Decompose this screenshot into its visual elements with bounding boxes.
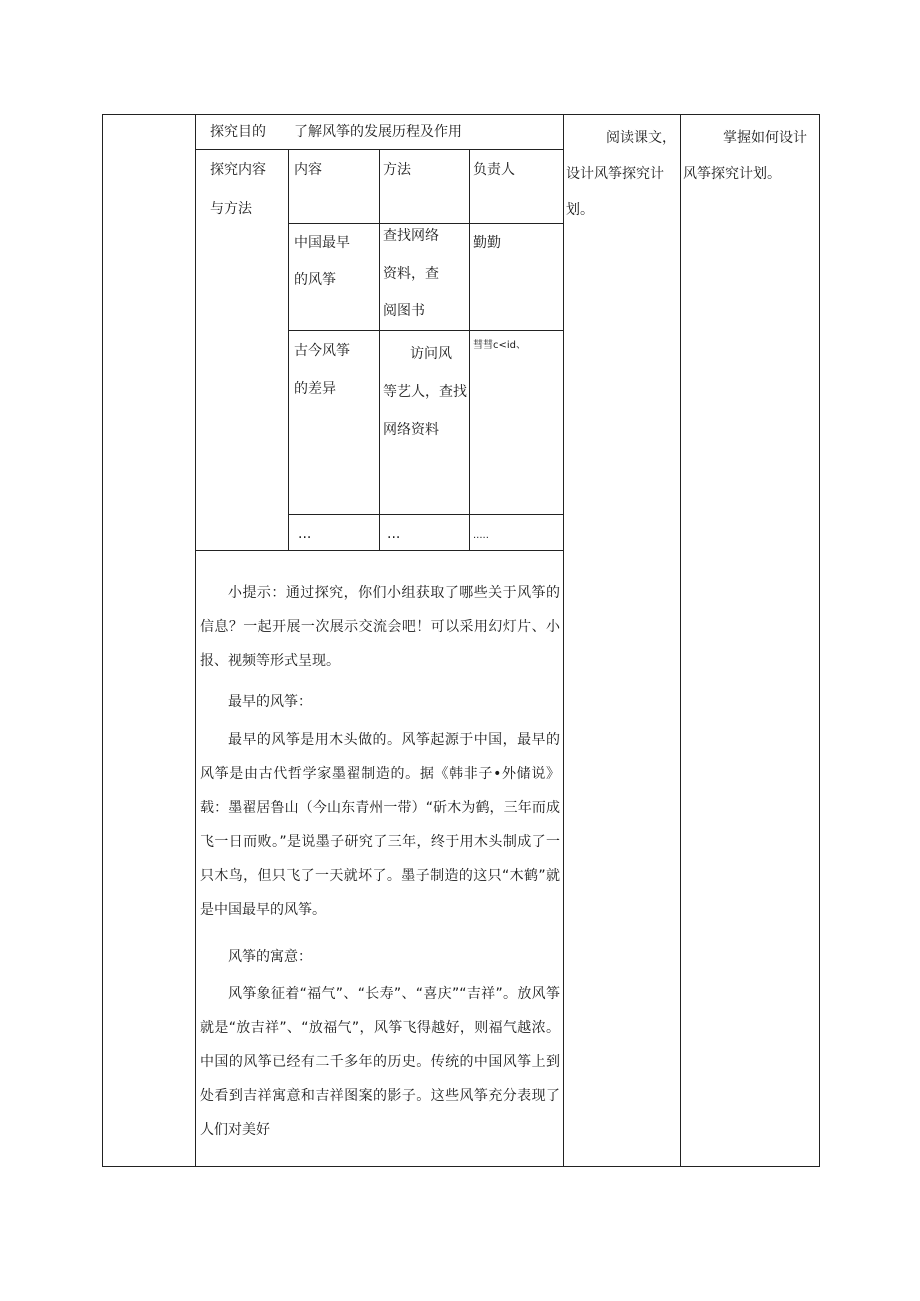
header-method: 方法 [383, 162, 411, 178]
inner-col-b [379, 149, 380, 550]
row3-owner: ..... [473, 530, 489, 541]
tip-paragraph: 小提示：通过探究，你们小组获取了哪些关于风筝的信息？一起开展一次展示交流会吧！可以采用幻灯片、小报、视频等形式呈现。 [200, 585, 560, 669]
row2-bottom [288, 514, 563, 515]
row1-bottom [288, 330, 563, 331]
heading-kite-meaning: 风筝的寓意： [228, 949, 312, 965]
row2-method-line3: 网络资料 [383, 422, 439, 438]
table-top-border [102, 114, 820, 115]
col3-line1: 阅读课文， [606, 130, 676, 146]
header-row-bottom [288, 223, 563, 224]
header-content: 内容 [294, 162, 322, 178]
row1-owner: 勤勤 [473, 235, 501, 251]
row2-method-line2: 等艺人，查找 [383, 384, 467, 400]
row2-owner: 彗彗c<id、 [473, 340, 527, 351]
row1-content-line2: 的风筝 [294, 272, 336, 288]
inner-col-c [469, 149, 470, 550]
content-label-line2: 与方法 [210, 201, 252, 217]
col4-line1: 掌握如何设计 [723, 130, 807, 146]
row1-method-line2: 资料，查 [383, 266, 439, 282]
row1-method-line3: 阅图书 [383, 303, 425, 319]
method-section-bottom [195, 550, 563, 551]
row2-content-line2: 的差异 [294, 381, 336, 397]
table-right-border [819, 114, 820, 1167]
col3-line3: 划。 [566, 202, 594, 218]
table-bottom-border [102, 1166, 820, 1167]
table-left-border [102, 114, 103, 1167]
col3-line2: 设计风筝探究计 [566, 166, 664, 182]
inner-col-a [288, 149, 289, 550]
row1-content-line1: 中国最早 [294, 235, 350, 251]
heading-earliest-kite: 最早的风筝： [228, 694, 312, 710]
content-label-line1: 探究内容 [210, 162, 266, 178]
purpose-label: 探究目的 [210, 124, 266, 140]
table-col4-border [680, 114, 681, 1167]
paragraph-kite-meaning: 风筝象征着“福气”、“长寿”、“喜庆”“吉祥”。放风筝就是“放吉祥”、“放福气”，风筝飞得越好，则福气越浓。中国的风筝已经有二千多年的历史。传统的中国风筝上到处看到吉祥寓意和吉祥图案的影子。这些风筝充分表现了人们对美好 [200, 986, 560, 1138]
table-col3-border [563, 114, 564, 1167]
row3-method: ... [387, 526, 401, 542]
purpose-text: 了解风筝的发展历程及作用 [294, 124, 462, 140]
paragraph-earliest-kite: 最早的风筝是用木头做的。风筝起源于中国，最早的风筝是由古代哲学家墨翟制造的。据《韩非子•外储说》载：墨翟居鲁山（今山东青州一带）“斫木为鹤，三年而成飞一日而败。”是说墨子研究了三年，终于用木头制成了一只木鸟，但只飞了一天就坏了。墨子制造的这只“木鹤”就是中国最早的风筝。 [200, 732, 560, 918]
row3-content: ... [298, 526, 312, 542]
row2-content-line1: 古今风筝 [294, 343, 350, 359]
row2-method-line1: 访问风 [410, 346, 452, 362]
col4-line2: 风筝探究计划。 [683, 166, 781, 182]
header-owner: 负责人 [473, 162, 515, 178]
row1-method-line1: 查找网络 [383, 228, 439, 244]
table-col1-border [195, 114, 196, 1167]
